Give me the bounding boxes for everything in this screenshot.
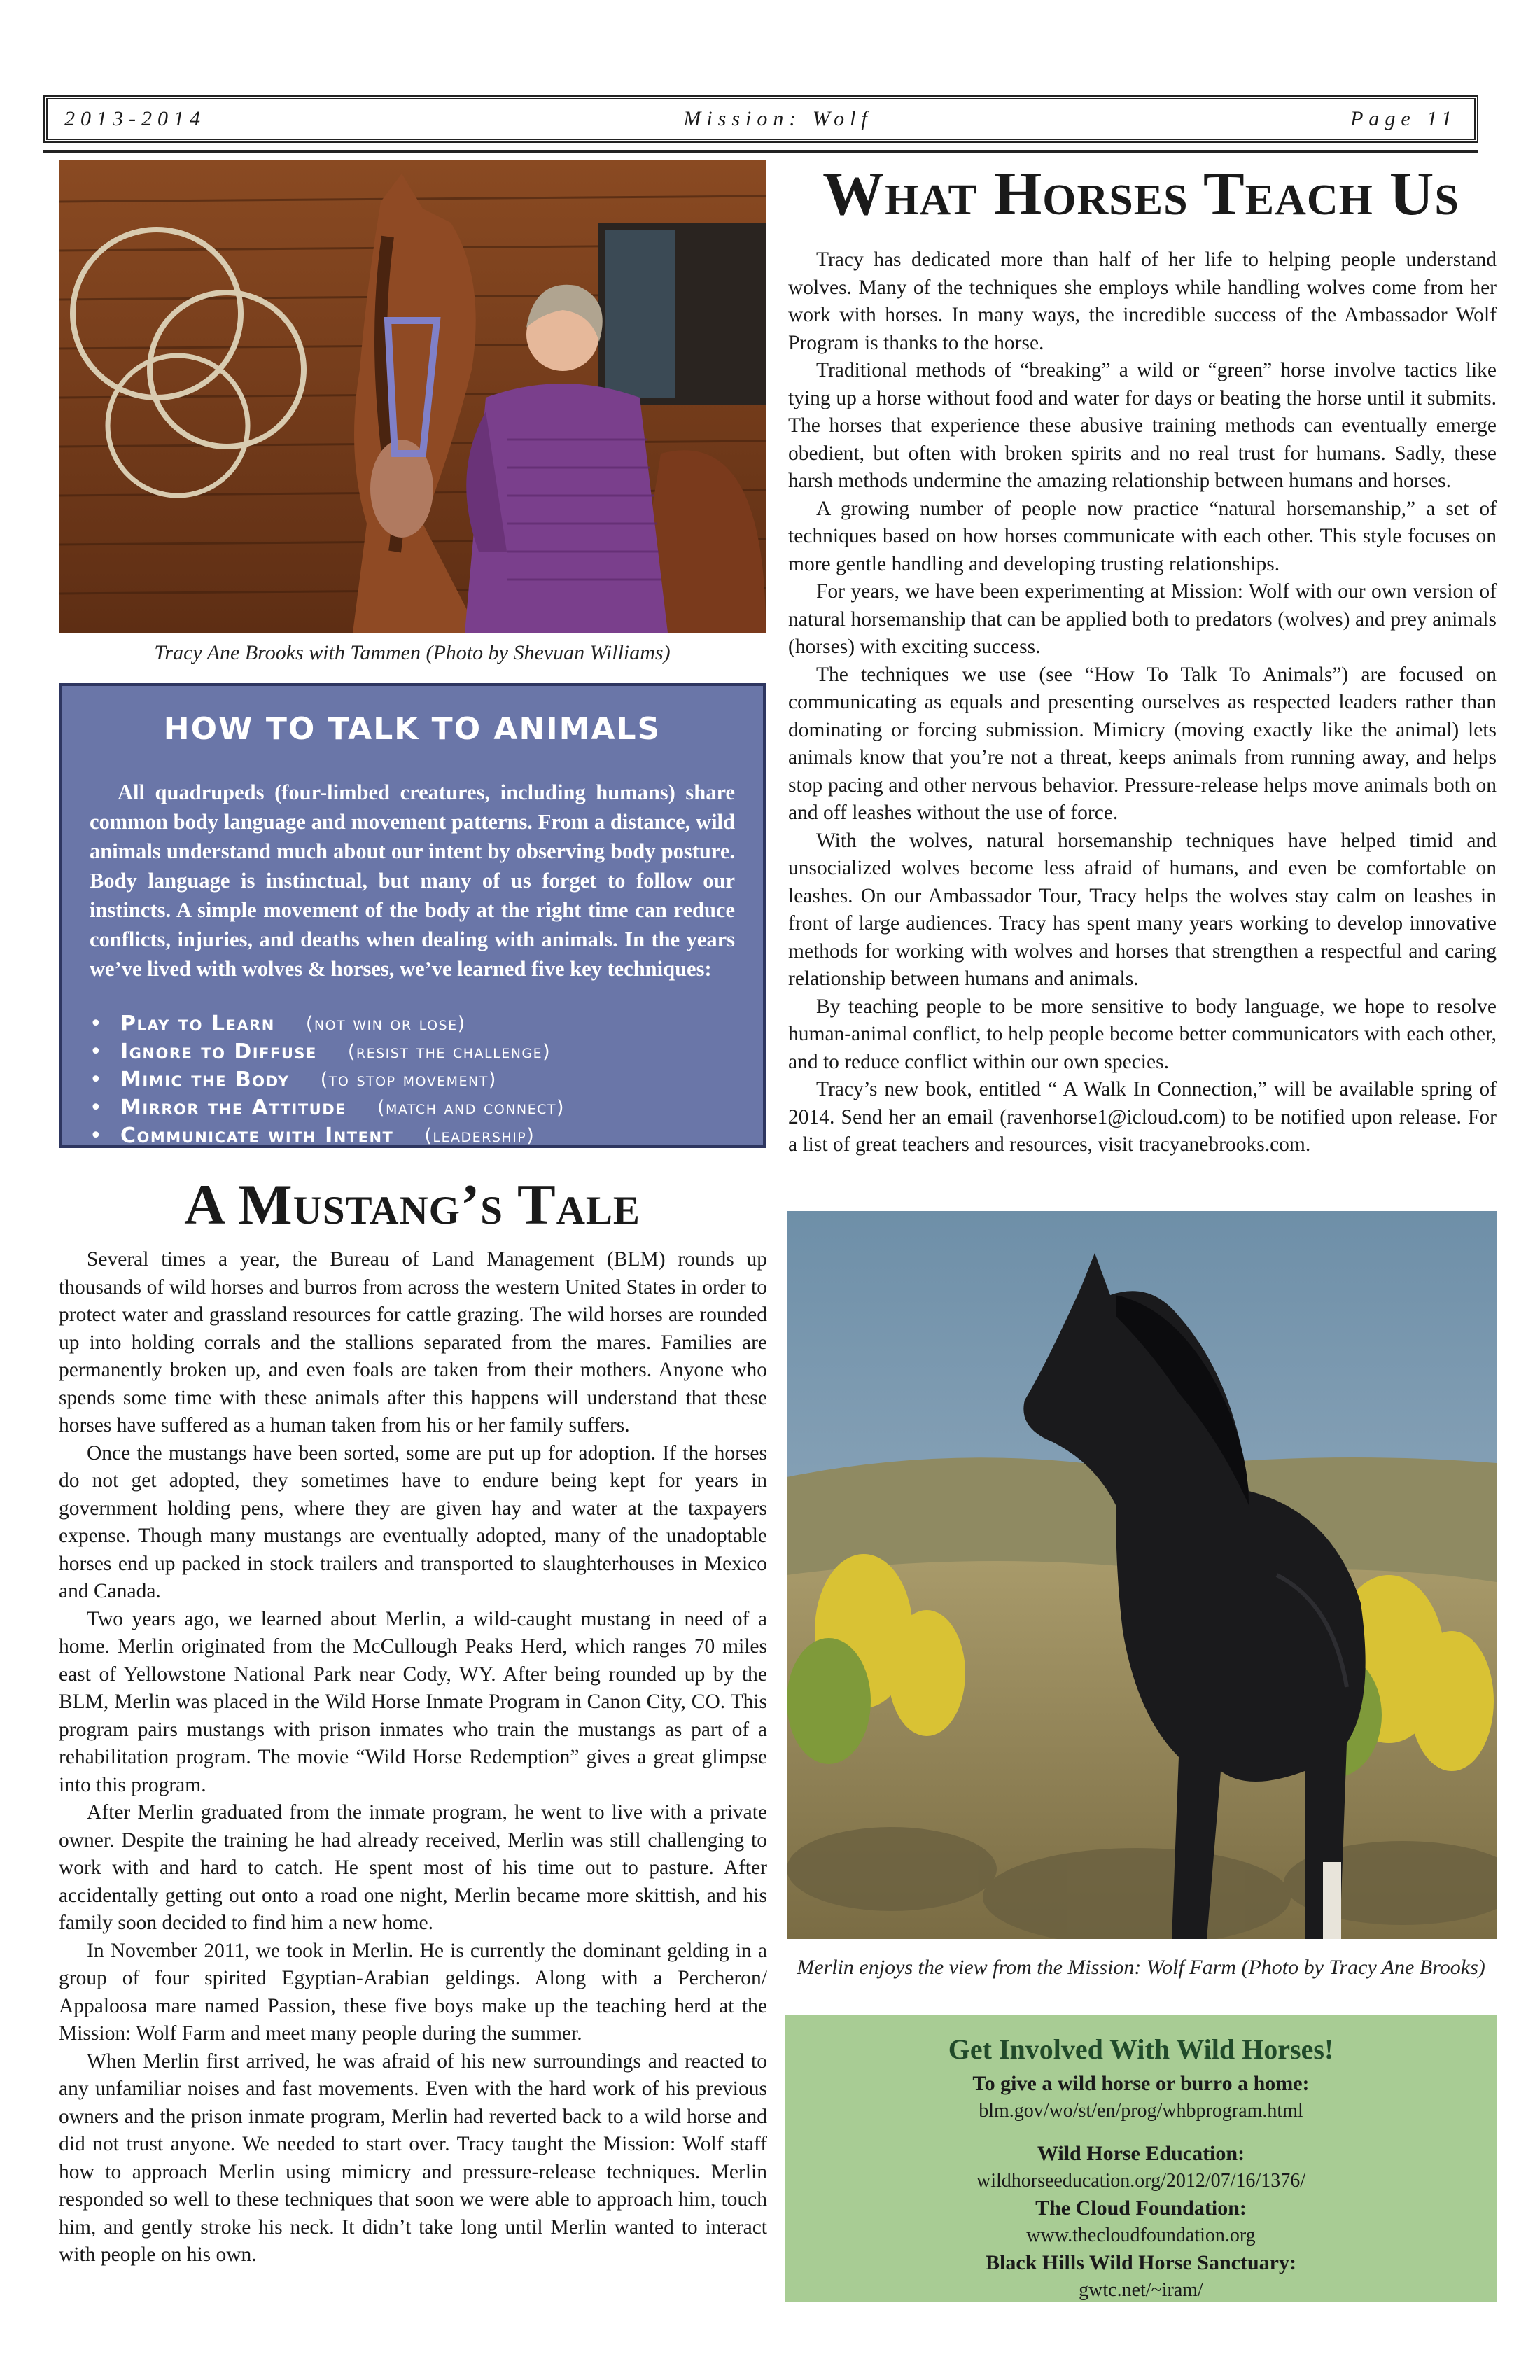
header-year: 2013-2014	[64, 107, 206, 130]
photo-tracy-with-tammen	[59, 160, 766, 633]
horses-paragraph: For years, we have been experimenting at Mission: Wolf with our own version of natural horsemanship that can be applied both to predators (wolves) and prey animals (horses) with exciting success.	[788, 580, 1497, 658]
photo-tracy-graphic	[59, 160, 766, 633]
technique-list	[90, 1010, 735, 1150]
photo-merlin	[787, 1211, 1497, 1939]
horses-paragraph: With the wolves, natural horsemanship techniques have helped timid and unsocialized wolves become less afraid of humans, and even be comfortable on leashes. On our Ambassador Tour, Tracy helps the wolves stay calm on leashes in front of large audiences. Tracy has spent many years working to develop innovative methods for working with wolves and horses that strengthen a respectful and caring relationship between humans and animals.	[788, 829, 1497, 990]
involved-title: Get Involved With Wild Horses!	[948, 2033, 1334, 2065]
horses-paragraph: The techniques we use (see “How To Talk To Animals”) are focused on communicating as equals and presenting ourselves as respected leaders rather than dominating or forcing submission. Mimicry (moving exactly like the animal) lets animals know that you’re not a threat, keeps animals from running away, and helps stop pacing and other nervous behavior. Pressure-release helps move animals both on and off leashes without the use of force.	[788, 663, 1497, 824]
mustang-paragraph: In November 2011, we took in Merlin. He is currently the dominant gelding in a group of four spirited Egyptian-Arabian geldings. Along with a Percheron/ Appaloosa mare named Passion, these five boys make up the teaching herd at the Mission: Wolf Farm and meet many people during the summer.	[59, 1939, 767, 2045]
photo-merlin-graphic	[787, 1211, 1497, 1939]
technique-item: • Play to Learn (not win or lose)	[90, 1011, 466, 1036]
mustang-title: A Mustang’s Tale	[184, 1172, 640, 1236]
horses-paragraph: By teaching people to be more sensitive to body language, we hope to resolve human-animal conflict, to help people become better communicators with each other, and to reduce conflict within our own species.	[788, 995, 1497, 1073]
page-header	[43, 95, 1478, 143]
mustang-paragraph: After Merlin graduated from the inmate program, he went to live with a private owner. Despite the training he had already received, Merlin was still challenging to work with and hard to catch. He spent most of his time out to pasture. After accidentally getting out onto a road one night, Merlin became more skittish, and his family soon decided to find him a new home.	[59, 1801, 767, 1934]
adopt-label: To give a wild horse or burro a home:	[972, 2072, 1310, 2095]
talk-box-intro: All quadrupeds (four-limbed creatures, including humans) share common body language and movement patterns. From a distance, wild animals understand much about our intent by observing body posture. Body language is instinctual, but many of us forget to follow our instincts. A simple movement of the body at the right time can reduce conflicts, injuries, and deaths when dealing with animals. In the years we’ve lived with wolves & horses, we’ve learned five key techniques:	[90, 780, 735, 981]
mustang-paragraph: Once the mustangs have been sorted, some are put up for adoption. If the horses do not get adopted, they sometimes have to endure being kept for years in government holding pens, where they are given hay and water at the taxpayers expense. Though many mustangs are eventually adopted, many of the unadoptable horses end up packed in stock trailers and transported to slaughterhouses in Mexico and Canada.	[59, 1441, 767, 1602]
mustang-paragraph: Several times a year, the Bureau of Land Management (BLM) rounds up thousands of wild horses and burros from across the western United States in order to protect water and grassland resources for cattle grazing. The wild horses are rounded up into holding corrals and the stallions separated from the mares. Families are permanently broken up, and even foals are taken from their mothers. Anyone who spends some time with these animals after this happens will understand that these horses have suffered as a human taken from his or her family suffers.	[59, 1248, 767, 1436]
horses-title: What Horses Teach Us	[822, 160, 1460, 228]
mustang-paragraph: When Merlin first arrived, he was afraid of his new surroundings and reacted to any unfamiliar noises and fast movements. Even with the hard work of his previous owners and the prison inmate program, Merlin had reverted back to a wild horse and did not trust anyone. We needed to start over. Tracy taught the Mission: Wolf staff how to approach Merlin using mimicry and pressure-release techniques. Merlin responded so well to these techniques that soon we were able to approach him, touch him, and gently stroke his neck. It didn’t take long until Merlin wanted to interact with people on his own.	[59, 2050, 767, 2266]
horses-paragraph: Traditional methods of “breaking” a wild or “green” horse involve tactics like tying up a horse without food and water for days or beating the horse until it submits. The horses that experience these abusive training methods can eventually emerge obedient, but often with broken spirits and no real trust for humans. Sadly, these harsh methods undermine the amazing relationship between humans and horses.	[788, 359, 1497, 492]
edu-link[interactable]: wildhorseeducation.org/2012/07/16/1376/	[976, 2170, 1306, 2192]
technique-item: • Communicate with Intent (leadership)	[90, 1124, 536, 1148]
how-to-talk-box	[59, 683, 766, 1148]
edu-label: Wild Horse Education:	[1037, 2142, 1245, 2165]
adopt-link[interactable]: blm.gov/wo/st/en/prog/whbprogram.html	[979, 2100, 1303, 2122]
horses-article	[788, 246, 1497, 1159]
cloud-label: The Cloud Foundation:	[1035, 2197, 1247, 2220]
technique-item: • Mirror the Attitude (match and connect)	[90, 1096, 566, 1120]
technique-item: • Ignore to Diffuse (resist the challenge)	[90, 1040, 552, 1064]
technique-item: • Mimic the Body (to stop movement)	[90, 1068, 497, 1092]
mustang-article	[59, 1246, 767, 2269]
get-involved-box	[785, 2015, 1497, 2302]
photo2-caption: Merlin enjoys the view from the Mission: Wolf Farm (Photo by Tracy Ane Brooks)	[797, 1956, 1485, 1979]
mustang-paragraph: Two years ago, we learned about Merlin, a wild-caught mustang in need of a home. Merlin originated from the McCullough Peaks Herd, which ranges 70 miles east of Yellowstone National Park near Cody, WY. After being rounded up by the BLM, Merlin was placed in the Wild Horse Inmate Program in Canon City, CO. This program pairs mustangs with prison inmates who train the mustangs as part of a rehabilitation program. The movie “Wild Horse Redemption” gives a great glimpse into this program.	[59, 1607, 767, 1796]
cloud-link[interactable]: www.thecloudfoundation.org	[1026, 2225, 1256, 2246]
horses-paragraph: Tracy has dedicated more than half of her life to helping people understand wolves. Many of the techniques she employs while handling wolves come from her work with horses. In many ways, the incredible success of the Ambassador Wolf Program is thanks to the horse.	[788, 248, 1497, 354]
bh-link[interactable]: gwtc.net/~iram/	[1079, 2279, 1203, 2301]
header-rule	[43, 150, 1478, 153]
photo1-caption: Tracy Ane Brooks with Tammen (Photo by Shevuan Williams)	[154, 641, 671, 664]
header-page: Page 11	[1350, 107, 1457, 130]
horses-paragraph: Tracy’s new book, entitled “ A Walk In Connection,” will be available spring of 2014. Send her an email (ravenhorse1@icloud.com) to be notified upon release. For a list of great teachers and resources, visit tracyanebrooks.com.	[788, 1078, 1497, 1156]
talk-box-title: HOW TO TALK TO ANIMALS	[163, 711, 662, 747]
header-publication: Mission: Wolf	[683, 107, 873, 130]
horses-paragraph: A growing number of people now practice “natural horsemanship,” a set of techniques based on how horses communicate with each other. This style focuses on more gentle handling and developing trusting relationships.	[788, 497, 1497, 575]
bh-label: Black Hills Wild Horse Sanctuary:	[986, 2251, 1296, 2274]
